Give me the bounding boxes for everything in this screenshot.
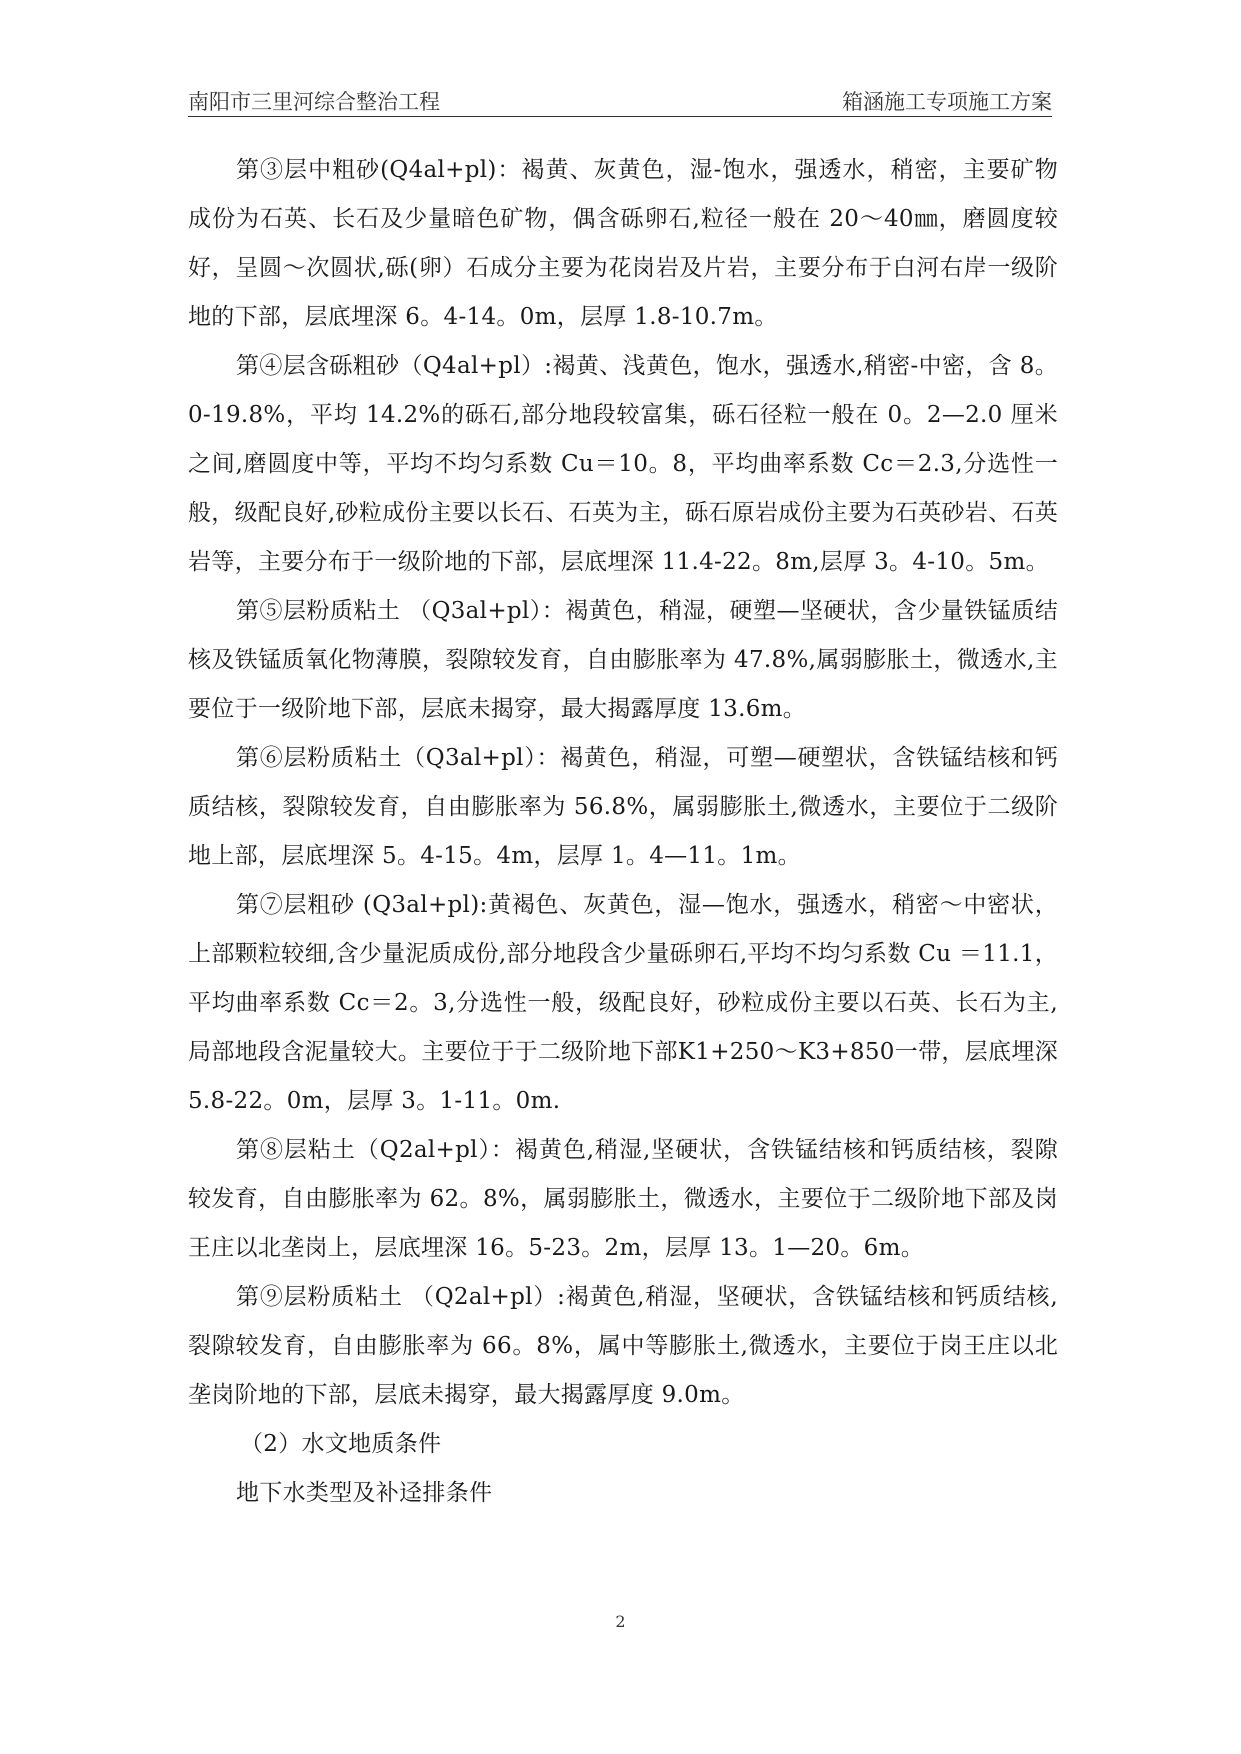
paragraph-layer-7: 第⑦层粗砂 (Q3al+pl):黄褐色、灰黄色，湿—饱水，强透水，稍密～中密状，上部颗粒较细,含少量泥质成份,部分地段含少量砾卵石,平均不均匀系数 Cu ＝11.1，平均曲率系数 Cc＝2。3,分选性一般，级配良好，砂粒成份主要以石英、长石为主,局部地段含泥量较大。主要位于于二级阶地下部K1+250～K3+850一带，层底埋深 5.8-22。0m，层厚 3。1-11。0m. [188, 892, 1058, 1114]
paragraph-layer-6: 第⑥层粉质粘土（Q3al+pl）：褐黄色，稍湿，可塑—硬塑状，含铁锰结核和钙质结核，裂隙较发育，自由膨胀率为 56.8%，属弱膨胀土,微透水，主要位于二级阶地上部，层底埋深 5。4-15。4m，层厚 1。4—11。1m。 [188, 745, 1058, 869]
paragraph-layer-3: 第③层中粗砂(Q4al+pl)：褐黄、灰黄色，湿-饱水，强透水，稍密，主要矿物成份为石英、长石及少量暗色矿物，偶含砾卵石,粒径一般在 20～40㎜，磨圆度较好，呈圆～次圆状,砾(卵）石成分主要为花岗岩及片岩，主要分布于白河右岸一级阶地的下部，层底埋深 6。4-14。0m，层厚 1.8-10.7m。 [188, 157, 1058, 330]
header-document-title: 箱涵施工专项施工方案 [842, 90, 1052, 114]
section-heading: （2）水文地质条件 [240, 1431, 442, 1457]
paragraph-layer-8: 第⑧层粘土（Q2al+pl）：褐黄色,稍湿,坚硬状，含铁锰结核和钙质结核，裂隙较发育，自由膨胀率为 62。8%，属弱膨胀土，微透水，主要位于二级阶地下部及岗王庄以北垄岗上，层底埋深 16。5-23。2m，层厚 13。1—20。6m。 [188, 1137, 1058, 1261]
page-header [188, 86, 1052, 117]
document-body [188, 146, 1058, 1518]
page-number: 2 [615, 1612, 626, 1631]
paragraph-layer-9: 第⑨层粉质粘土 （Q2al+pl）:褐黄色,稍湿，坚硬状，含铁锰结核和钙质结核,裂隙较发育，自由膨胀率为 66。8%，属中等膨胀土,微透水，主要位于岗王庄以北垄岗阶地的下部，层底未揭穿，最大揭露厚度 9.0m。 [188, 1284, 1058, 1408]
paragraph-layer-5: 第⑤层粉质粘土 （Q3al+pl）：褐黄色，稍湿，硬塑—坚硬状，含少量铁锰质结核及铁锰质氧化物薄膜，裂隙较发育，自由膨胀率为 47.8%,属弱膨胀土，微透水,主要位于一级阶地下部，层底未揭穿，最大揭露厚度 13.6m。 [188, 598, 1058, 722]
header-project-title: 南阳市三里河综合整治工程 [188, 90, 440, 114]
paragraph-layer-4: 第④层含砾粗砂（Q4al+pl）:褐黄、浅黄色，饱水，强透水,稍密-中密，含 8。0-19.8%，平均 14.2%的砾石,部分地段较富集，砾石径粒一般在 0。2—2.0 厘米之间,磨圆度中等，平均不均匀系数 Cu＝10。8，平均曲率系数 Cc＝2.3,分选性一般，级配良好,砂粒成份主要以长石、石英为主，砾石原岩成份主要为石英砂岩、石英岩等，主要分布于一级阶地的下部，层底埋深 11.4-22。8m,层厚 3。4-10。5m。 [188, 353, 1058, 575]
subheading: 地下水类型及补迳排条件 [236, 1480, 493, 1506]
